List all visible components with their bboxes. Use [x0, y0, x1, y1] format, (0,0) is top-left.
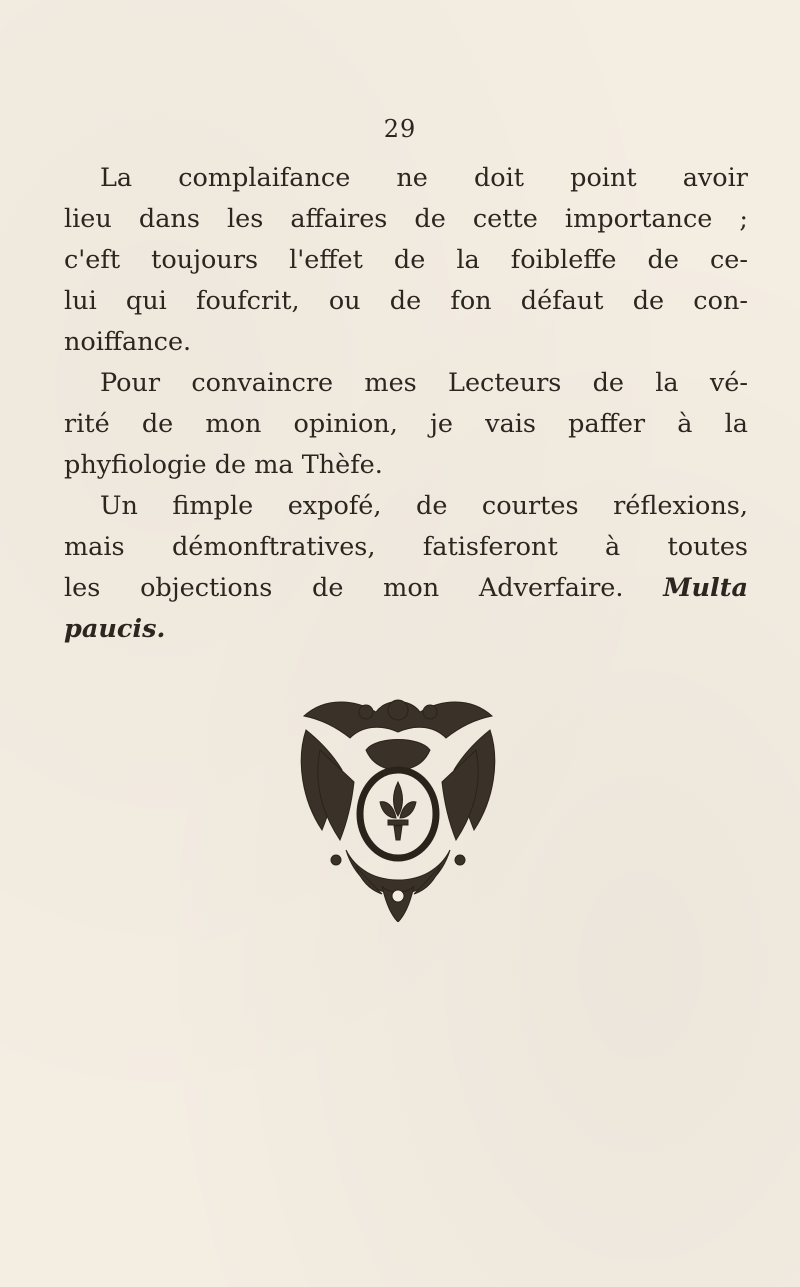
- text-line: lui qui foufcrit, ou de fon défaut de con-: [64, 286, 748, 316]
- latin-phrase-part: Multa: [663, 573, 749, 603]
- text-line: Un fimple expofé, de courtes réflexions,: [100, 491, 748, 521]
- text-line: Pour convaincre mes Lecteurs de la vé-: [100, 368, 748, 398]
- text-line: noiffance.: [64, 327, 192, 357]
- text-segment: les objections de mon Adverfaire.: [64, 573, 624, 603]
- text-line: La complaifance ne doit point avoir: [100, 163, 748, 193]
- fleuron-vignette-icon: [296, 690, 500, 922]
- text-line: c'eft toujours l'effet de la foibleffe de ce-: [64, 245, 748, 275]
- latin-phrase-end: paucis.: [64, 614, 166, 644]
- text-line: phyfiologie de ma Thèfe.: [64, 450, 383, 480]
- text-line: rité de mon opinion, je vais paffer à la: [64, 409, 748, 439]
- text-line: lieu dans les affaires de cette importance ;: [64, 204, 748, 234]
- text-line: mais démonftratives, fatisferont à toutes: [64, 532, 748, 562]
- body-text: [64, 158, 748, 650]
- text-line-with-latin: [64, 568, 748, 609]
- page-number: 29: [383, 115, 417, 143]
